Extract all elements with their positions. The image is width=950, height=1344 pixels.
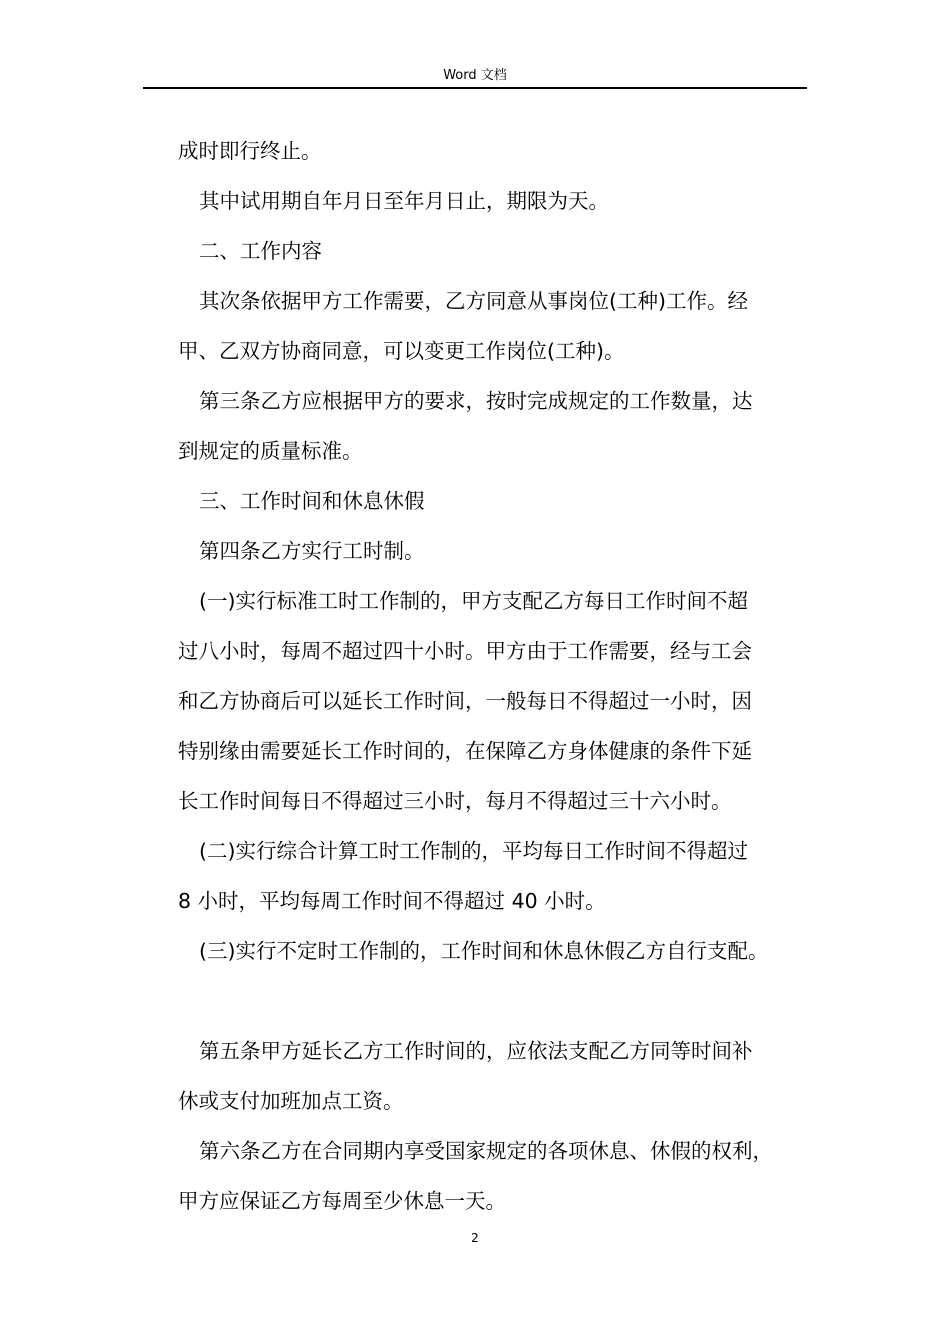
paragraph-line: 第四条乙方实行工时制。 bbox=[199, 539, 425, 563]
document-body bbox=[178, 126, 818, 1226]
paragraph-line: 成时即行终止。 bbox=[178, 139, 322, 163]
paragraph-line: 过八小时，每周不超过四十小时。甲方由于工作需要，经与工会 bbox=[178, 639, 752, 663]
paragraph-line: 其次条依据甲方工作需要，乙方同意从事岗位(工种)工作。经 bbox=[199, 289, 748, 313]
paragraph-line: 和乙方协商后可以延长工作时间，一般每日不得超过一小时，因 bbox=[178, 689, 752, 713]
page-number: 2 bbox=[471, 1231, 479, 1245]
paragraph-line: (三)实行不定时工作制的，工作时间和休息休假乙方自行支配。 bbox=[199, 939, 769, 963]
paragraph-line: 第三条乙方应根据甲方的要求，按时完成规定的工作数量，达 bbox=[199, 389, 753, 413]
header-rule bbox=[143, 87, 807, 89]
paragraph-line: 8 小时，平均每周工作时间不得超过 40 小时。 bbox=[178, 889, 606, 913]
section-heading: 三、工作时间和休息休假 bbox=[199, 489, 425, 513]
paragraph-line: 第五条甲方延长乙方工作时间的，应依法支配乙方同等时间补 bbox=[199, 1039, 753, 1063]
paragraph-gap bbox=[178, 976, 818, 1026]
paragraph-line: 到规定的质量标准。 bbox=[178, 439, 363, 463]
section-heading: 二、工作内容 bbox=[199, 239, 322, 263]
paragraph-line: 甲方应保证乙方每周至少休息一天。 bbox=[178, 1189, 506, 1213]
paragraph-line: 长工作时间每日不得超过三小时，每月不得超过三十六小时。 bbox=[178, 789, 732, 813]
paragraph-line: 第六条乙方在合同期内享受国家规定的各项休息、休假的权利， bbox=[199, 1139, 773, 1163]
paragraph-line: 休或支付加班加点工资。 bbox=[178, 1089, 404, 1113]
paragraph-line: 特别缘由需要延长工作时间的，在保障乙方身体健康的条件下延 bbox=[178, 739, 752, 763]
paragraph-line: (一)实行标准工时工作制的，甲方支配乙方每日工作时间不超 bbox=[199, 589, 748, 613]
paragraph-line: 甲、乙双方协商同意，可以变更工作岗位(工种)。 bbox=[178, 339, 625, 363]
paragraph-line: (二)实行综合计算工时工作制的，平均每日工作时间不得超过 bbox=[199, 839, 748, 863]
paragraph-line: 其中试用期自年月日至年月日止，期限为天。 bbox=[199, 189, 609, 213]
header-title: Word 文档 bbox=[443, 68, 507, 83]
